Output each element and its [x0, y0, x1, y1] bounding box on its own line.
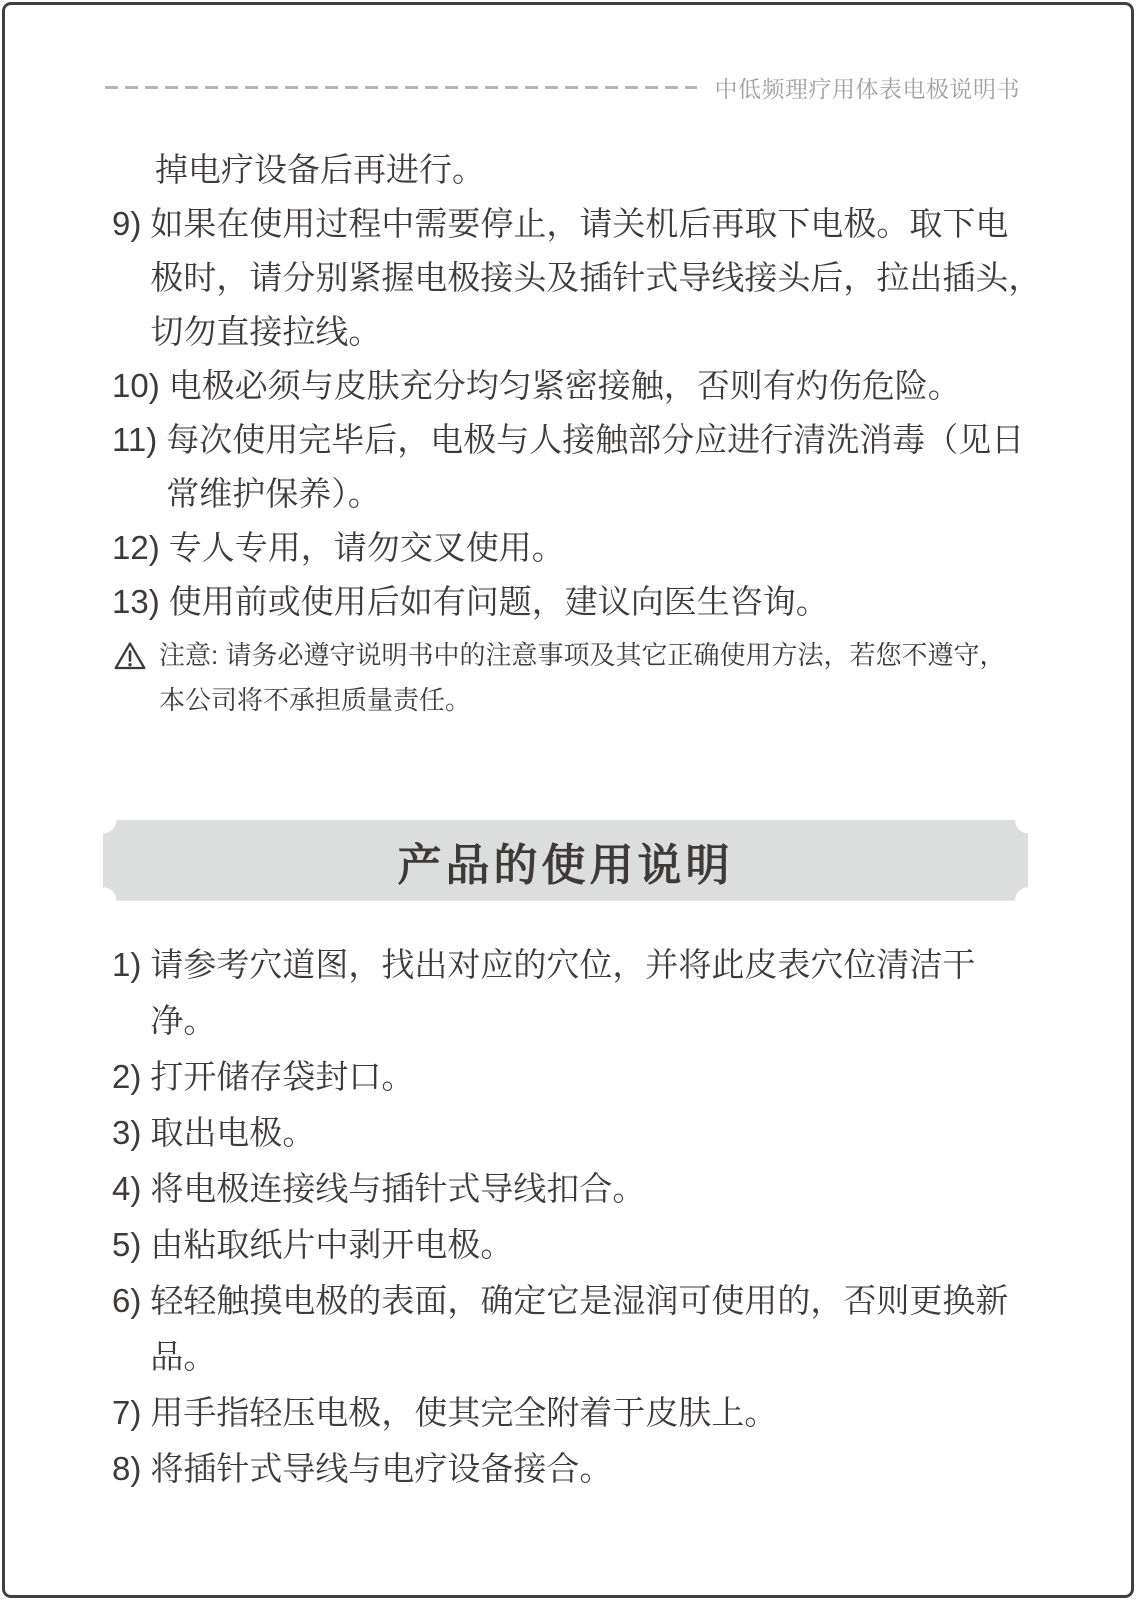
item-text-line: 打开储存袋封口。 [150, 1058, 415, 1095]
header-title: 中低频理疗用体表电极说明书 [714, 75, 1020, 102]
usage-notes-list [112, 143, 1042, 629]
usage-steps-list [112, 937, 1028, 1497]
item-text-line: 取出电极。 [150, 1114, 316, 1151]
item-number: 9) [112, 205, 142, 242]
list-item [112, 197, 1042, 359]
notice-text-line: 本公司将不承担质量责任。 [159, 685, 472, 715]
item-number: 7) [112, 1394, 142, 1431]
item-number: 4) [112, 1170, 142, 1207]
item-text-line: 由粘取纸片中剥开电极。 [150, 1226, 514, 1263]
item-text-line: 常维护保养）。 [166, 475, 381, 512]
header-dashed-line [105, 86, 697, 89]
item-text-line: 切勿直接拉线。 [150, 313, 382, 350]
section-banner [103, 820, 1028, 901]
item-text-line: 净。 [150, 1002, 217, 1039]
list-item [112, 1273, 1028, 1385]
section-banner-title: 产品的使用说明 [397, 840, 734, 890]
item-number: 2) [112, 1058, 142, 1095]
list-item [112, 1105, 1028, 1161]
item-text-line: 每次使用完毕后，电极与人接触部分应进行清洗消毒（见日 [166, 421, 1025, 458]
item-text-line: 电极必须与皮肤充分均匀紧密接触，否则有灼伤危险。 [168, 367, 961, 404]
list-item [112, 575, 1028, 629]
notice [112, 633, 1032, 723]
list-item [112, 1441, 1028, 1497]
list-item [112, 359, 1028, 413]
item-number: 1) [112, 946, 142, 983]
item-text-line: 专人专用，请勿交叉使用。 [168, 529, 565, 566]
usage-steps-items [112, 937, 1028, 1497]
notice-text-line: 注意: 请务必遵守说明书中的注意事项及其它正确使用方法，若您不遵守， [159, 640, 1006, 670]
item-text-line: 将插针式导线与电疗设备接合。 [150, 1450, 613, 1487]
list-item [112, 413, 1028, 521]
page-header [105, 74, 1020, 100]
item-number: 3) [112, 1114, 142, 1151]
list-item [112, 1217, 1028, 1273]
item-text-line: 用手指轻压电极，使其完全附着于皮肤上。 [150, 1394, 778, 1431]
list-item [112, 521, 1028, 575]
usage-notes-items [112, 197, 1042, 629]
item-number: 13) [112, 583, 160, 620]
item-number: 12) [112, 529, 160, 566]
warning-triangle-icon [114, 641, 146, 671]
list-item [112, 1161, 1028, 1217]
list-item [112, 937, 1028, 1049]
item-text-line: 如果在使用过程中需要停止，请关机后再取下电极。取下电 [150, 205, 1009, 242]
item-text-line: 请参考穴道图，找出对应的穴位，并将此皮表穴位清洁干 [150, 946, 976, 983]
item-number: 8) [112, 1450, 142, 1487]
item-text-line: 使用前或使用后如有问题，建议向医生咨询。 [168, 583, 829, 620]
item-number: 11) [112, 421, 158, 458]
item-number: 5) [112, 1226, 142, 1263]
notice-text [159, 633, 1032, 723]
item-text-line: 将电极连接线与插针式导线扣合。 [150, 1170, 646, 1207]
item-number: 10) [112, 367, 160, 404]
item-text-line: 极时，请分别紧握电极接头及插针式导线接头后，拉出插头， [150, 259, 1042, 296]
continuation-line: 掉电疗设备后再进行。 [155, 151, 485, 188]
list-item [112, 1385, 1028, 1441]
item-number: 6) [112, 1282, 142, 1319]
list-item [112, 1049, 1028, 1105]
item-text-line: 品。 [150, 1338, 217, 1375]
item-text-line: 轻轻触摸电极的表面，确定它是湿润可使用的，否则更换新 [150, 1282, 1009, 1319]
